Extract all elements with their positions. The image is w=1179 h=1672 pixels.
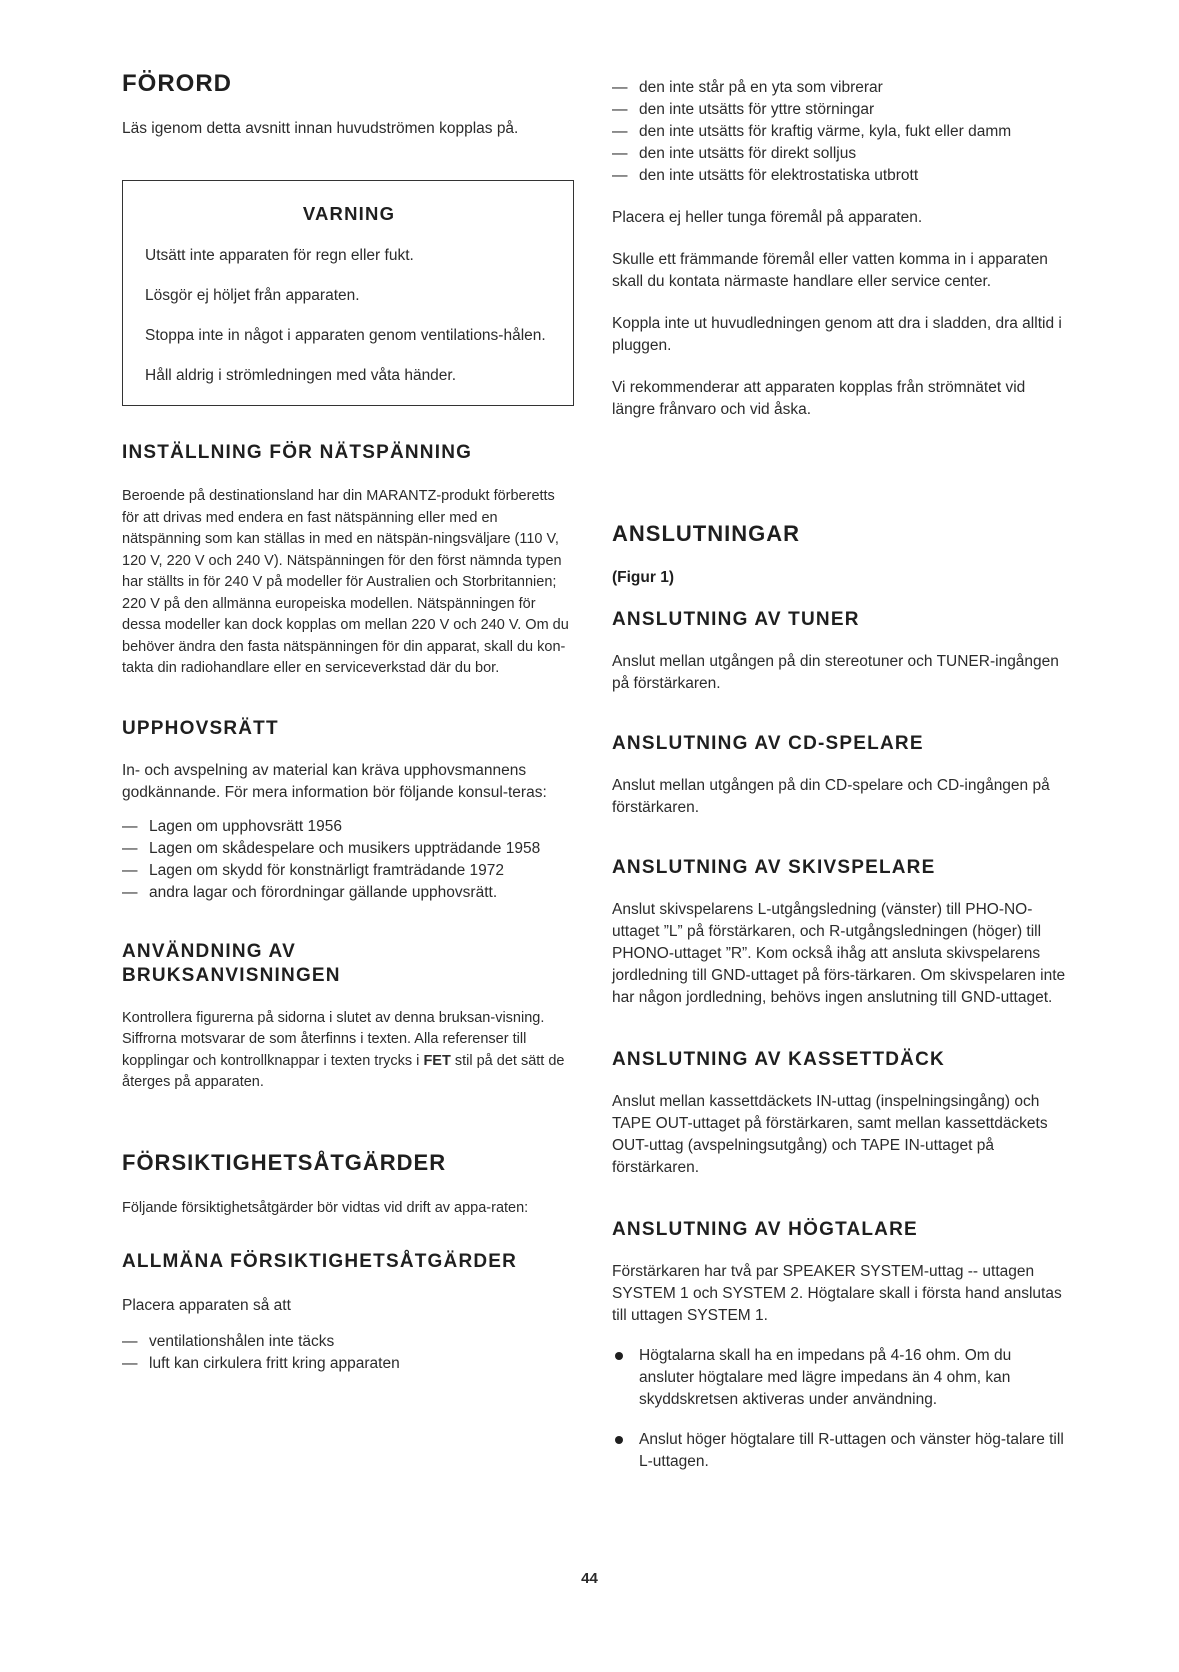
warning-box: [122, 180, 574, 406]
cassette-heading: ANSLUTNING AV KASSETTDÄCK: [612, 1049, 945, 1070]
list-item: — ventilationshålen inte täcks: [122, 1331, 574, 1353]
precautions-text: Följande försiktighetsåtgärder bör vidtas vid drift av appa-raten:: [122, 1199, 529, 1216]
manual-text-bold: FET: [423, 1052, 451, 1069]
general-heading: ALLMÄNA FÖRSIKTIGHETSÅTGÄRDER: [122, 1251, 518, 1272]
cd-heading: ANSLUTNING AV CD-SPELARE: [612, 733, 924, 754]
precaution-paragraph: Skulle ett främmande föremål eller vatten komma in i apparaten skall du kontata närmaste handlare eller service center.: [612, 251, 1048, 290]
list-item: — den inte utsätts för kraftig värme, kyla, fukt eller damm: [612, 121, 1067, 143]
forord-heading: FÖRORD: [122, 70, 232, 97]
left-column: [122, 70, 574, 1375]
list-item: [612, 1345, 1067, 1411]
manual-heading-line1: ANVÄNDNING AV: [122, 940, 296, 962]
voltage-heading: INSTÄLLNING FÖR NÄTSPÄNNING: [122, 442, 473, 463]
connections-heading: ANSLUTNINGAR: [612, 521, 800, 546]
warning-item: Stoppa inte in något i apparaten genom ventilations-hålen.: [145, 327, 546, 344]
list-item: — den inte utsätts för direkt solljus: [612, 143, 1067, 165]
list-item: — den inte står på en yta som vibrerar: [612, 77, 1067, 99]
manual-text-part2: stil på det sätt de återges på apparaten.: [122, 1052, 565, 1090]
warning-item: Håll aldrig i strömledningen med våta händer.: [145, 367, 457, 384]
speakers-bullets: [612, 1345, 1067, 1473]
turntable-text: Anslut skivspelarens L-utgångsledning (vänster) till PHO-NO-uttaget ”L” på förstärkaren, och R-utgångsledningen (höger) till PHONO-uttaget ”R”. Kom också ihåg att ansluta skivspelarens jordledning till GND-uttaget på förs-tärkaren. Om skivspelaren inte har någon jordledning, behövs ingen anslutning till GND-uttaget.: [612, 901, 1066, 1006]
manual-text-part1: Kontrollera figurerna på sidorna i slutet av denna bruksan-visning. Siffrorna motsvarar de som återfinns i texten. Alla referenser till kopplingar och kontrollknappar i texten trycks i: [122, 1009, 545, 1069]
list-item: — luft kan cirkulera fritt kring apparaten: [122, 1353, 574, 1375]
manual-heading-line2: BRUKSANVISNINGEN: [122, 964, 341, 986]
precaution-paragraph: Koppla inte ut huvudledningen genom att dra i sladden, dra alltid i pluggen.: [612, 315, 1062, 354]
tuner-heading: ANSLUTNING AV TUNER: [612, 609, 860, 630]
bullet-icon: [615, 1352, 623, 1360]
cassette-text: Anslut mellan kassettdäckets IN-uttag (inspelningsingång) och TAPE OUT-uttaget på förstärkaren, samt mellan kassettdäckets OUT-uttag (avspelningsutgång) och TAPE IN-uttaget på förstärkaren.: [612, 1093, 1048, 1176]
speakers-heading: ANSLUTNING AV HÖGTALARE: [612, 1219, 918, 1240]
placement-list: [612, 77, 1067, 187]
list-item: — andra lagar och förordningar gällande upphovsrätt.: [122, 882, 574, 904]
list-item: [612, 1429, 1067, 1473]
figure-reference: (Figur 1): [612, 569, 674, 586]
page-number: 44: [581, 1570, 598, 1587]
bullet-icon: [615, 1436, 623, 1444]
warning-heading: VARNING: [302, 203, 396, 224]
precaution-paragraph: Vi rekommenderar att apparaten kopplas från strömnätet vid längre frånvaro och vid åska.: [612, 379, 1026, 418]
precautions-heading: FÖRSIKTIGHETSÅTGÄRDER: [122, 1149, 447, 1175]
list-item: — den inte utsätts för yttre störningar: [612, 99, 1067, 121]
bullet-text: Högtalarna skall ha en impedans på 4-16 ohm. Om du ansluter högtalare med lägre impedans än 4 ohm, kan skyddskretsen aktiveras under användning.: [639, 1347, 1012, 1408]
speakers-text: Förstärkaren har två par SPEAKER SYSTEM-uttag -- uttagen SYSTEM 1 och SYSTEM 2. Högtalare skall i första hand anslutas till uttagen SYSTEM 1.: [612, 1263, 1062, 1324]
forord-text: Läs igenom detta avsnitt innan huvudströmen kopplas på.: [122, 120, 519, 137]
copyright-list: [122, 816, 574, 904]
general-list: [122, 1331, 574, 1375]
list-item: — Lagen om skådespelare och musikers uppträdande 1958: [122, 838, 574, 860]
manual-text: [122, 1008, 574, 1094]
precaution-paragraph: Placera ej heller tunga föremål på apparaten.: [612, 209, 923, 226]
warning-item: Utsätt inte apparaten för regn eller fukt.: [145, 247, 414, 264]
right-column: [612, 77, 1067, 1473]
copyright-heading: UPPHOVSRÄTT: [122, 717, 279, 739]
list-item: — den inte utsätts för elektrostatiska utbrott: [612, 165, 1067, 187]
bullet-text: Anslut höger högtalare till R-uttagen och vänster hög-talare till L-uttagen.: [639, 1431, 1064, 1470]
list-item: — Lagen om upphovsrätt 1956: [122, 816, 574, 838]
copyright-text: In- och avspelning av material kan kräva upphovsmannens godkännande. För mera information bör följande konsul-teras:: [122, 761, 547, 801]
tuner-text: Anslut mellan utgången på din stereotuner och TUNER-ingången på förstärkaren.: [612, 653, 1059, 692]
list-item: — Lagen om skydd för konstnärligt framträdande 1972: [122, 860, 574, 882]
cd-text: Anslut mellan utgången på din CD-spelare och CD-ingången på förstärkaren.: [612, 777, 1050, 816]
manual-heading: [122, 940, 574, 988]
voltage-text: Beroende på destinationsland har din MARANTZ-produkt förberetts för att drivas med endera en fast nätspänning eller med en nätspänning som kan ställas in med en nätspän-ningsväljare (110 V, 120 V, 220 V och 240 V). Nätspänningen för den först nämnda typen har ställts in för 240 V på modeller för Australien och Storbritannien; 220 V på den allmänna europeiska modellen. Nätspänningen för dessa modeller kan dock kopplas om mellan 220 V och 240 V. Om du behöver ändra den fasta nätspänningen för din apparat, skall du kon-takta din radiohandlare eller en serviceverkstad där du bor.: [122, 488, 569, 676]
warning-item: Lösgör ej höljet från apparaten.: [145, 287, 360, 304]
general-text: Placera apparaten så att: [122, 1297, 291, 1314]
turntable-heading: ANSLUTNING AV SKIVSPELARE: [612, 857, 936, 878]
